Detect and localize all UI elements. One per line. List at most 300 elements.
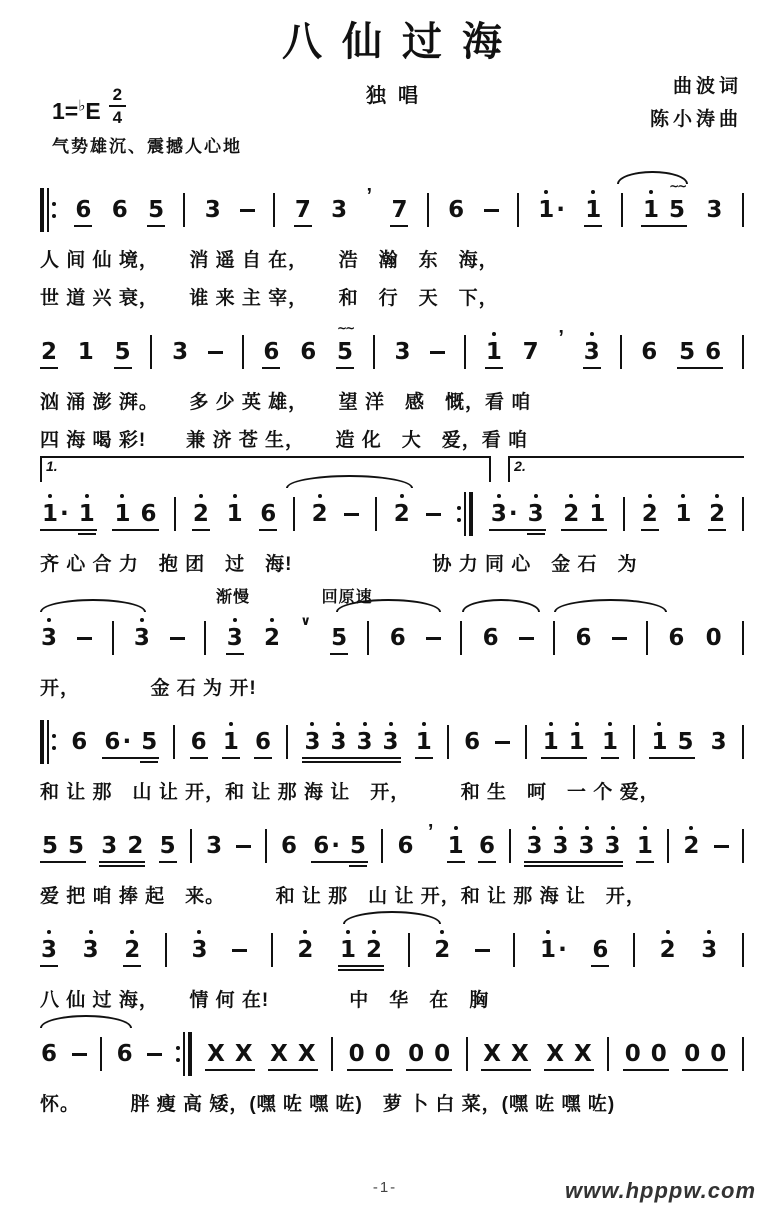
note-3: 3 — [394, 338, 411, 365]
key-prefix: 1= — [52, 98, 79, 124]
octave-dot — [666, 930, 670, 934]
note-6: 6 — [389, 624, 406, 651]
breath-mark: ’ — [427, 820, 434, 843]
note-6: 6 — [668, 624, 685, 651]
rhythm-x-note: X — [234, 1040, 253, 1067]
note-3: 3 — [40, 627, 58, 650]
note-3: 3 · — [490, 503, 519, 526]
note-5: 5 — [349, 835, 367, 858]
note-3: 3 — [40, 939, 58, 962]
note-1: 1 — [601, 731, 619, 754]
dash-extension — [612, 637, 627, 640]
note-5: 5 — [677, 728, 694, 755]
barline — [623, 497, 625, 531]
staff-line — [40, 718, 744, 766]
repeat-start-barline — [40, 188, 56, 232]
lyric-line: 汹 涌 澎 湃。 多 少 英 雄， 望 洋 感 慨，看 咱 — [40, 392, 532, 413]
octave-dot — [48, 494, 52, 498]
note-2: 2 — [641, 503, 659, 526]
lyric-line: 齐 心 合 力 抱 团 过 海! 协 力 同 心 金 石 为 — [40, 554, 638, 575]
note-5: 5 — [679, 338, 696, 365]
note-3: 3 — [382, 731, 400, 754]
barline — [286, 725, 288, 759]
barline — [331, 1037, 333, 1071]
expression-marking: 气势雄沉、震撼人心地 — [52, 137, 242, 156]
barline — [447, 725, 449, 759]
duration-underline — [541, 757, 587, 759]
duration-underline — [601, 757, 619, 759]
note-3: 3 — [206, 832, 223, 859]
song-title: 八仙过海 — [282, 20, 522, 64]
note-1: 1 — [485, 341, 503, 364]
duration-underline — [268, 1069, 317, 1071]
duration-underline — [74, 225, 92, 227]
repeat-end-barline — [176, 1032, 192, 1076]
duration-underline — [561, 529, 607, 531]
note-3: 3 — [133, 627, 151, 650]
rest-note: 0 — [650, 1040, 667, 1067]
note-1: 1 — [584, 199, 602, 222]
octave-dot — [389, 722, 393, 726]
octave-dot — [611, 826, 615, 830]
barline — [183, 193, 185, 227]
barline — [513, 933, 515, 967]
lyrics-block — [40, 881, 744, 908]
note-3: 3 — [552, 835, 570, 858]
duration-underline — [584, 225, 602, 227]
octave-dot — [492, 332, 496, 336]
note-3: 3 — [101, 832, 118, 859]
duration-underline — [302, 761, 400, 763]
mordent-ornament: ∼∼ — [668, 178, 686, 193]
barline — [112, 621, 114, 655]
octave-dot — [270, 618, 274, 622]
note-6: 6 — [478, 835, 496, 858]
dash-extension — [344, 513, 359, 516]
lyric-line: 八 仙 过 海， 情 何 在! 中 华 在 胸 — [40, 990, 490, 1011]
score-footer — [0, 1172, 770, 1204]
note-1: 1 · — [537, 199, 566, 222]
note-5: 5 — [147, 199, 165, 222]
note-6: 6 — [280, 832, 297, 859]
key-signature — [52, 86, 126, 126]
beamed-note-group — [338, 936, 384, 963]
watermark-url: www.hpppw.com — [564, 1178, 756, 1203]
dash-extension — [519, 637, 534, 640]
rest-note: 0 — [705, 624, 722, 651]
lyrics-block — [40, 387, 744, 452]
lyricist-credit: 曲波词 — [672, 76, 742, 97]
barline — [517, 193, 519, 227]
octave-dot — [310, 722, 314, 726]
slur-arc — [343, 911, 442, 924]
barline — [204, 621, 206, 655]
note-6: 6 — [116, 1040, 133, 1067]
octave-dot — [440, 930, 444, 934]
notes-row — [40, 926, 744, 974]
beamed-note-group — [561, 500, 607, 527]
meter-numerator: 2 — [109, 86, 126, 107]
tempo-annotation: 渐慢 — [216, 589, 251, 606]
beamed-note-group — [112, 500, 158, 527]
note-3: 3 — [525, 835, 543, 858]
octave-dot — [715, 494, 719, 498]
volta-label: 2. — [514, 458, 526, 474]
octave-dot — [549, 722, 553, 726]
note-3: 3 — [331, 196, 348, 223]
lyric-line: 和 让 那 山 让 开，和 让 那 海 让 开， 和 生 呵 一 个 爱， — [40, 782, 660, 803]
octave-dot — [595, 494, 599, 498]
barline — [150, 335, 152, 369]
note-6: 6 — [262, 341, 280, 364]
duration-underline — [682, 1069, 728, 1071]
note-2: 2 — [682, 835, 700, 858]
octave-dot — [546, 930, 550, 934]
note-5: 5 ∼∼ — [336, 341, 354, 364]
duration-underline — [641, 225, 687, 227]
duration-underline — [708, 529, 726, 531]
barline — [509, 829, 511, 863]
slur-arc — [462, 599, 539, 612]
beamed-note-group — [544, 1040, 593, 1067]
octave-dot — [707, 930, 711, 934]
rest-note: 0 — [408, 1040, 425, 1067]
note-2: 2 — [393, 503, 411, 526]
rhythm-x-note: X — [546, 1040, 564, 1067]
note-7: 7 — [390, 199, 408, 222]
note-1: 1 · — [41, 503, 70, 526]
note-3: 3 — [190, 939, 208, 962]
note-7: 7 — [294, 199, 312, 222]
octave-dot — [199, 494, 203, 498]
note-6: 6 — [641, 338, 658, 365]
barline — [173, 725, 175, 759]
duration-underline — [591, 965, 609, 967]
meter-denominator: 4 — [112, 108, 123, 127]
barline — [367, 621, 369, 655]
barline — [742, 497, 744, 531]
note-1: 1 · — [539, 939, 568, 962]
dash-extension — [208, 351, 223, 354]
staff-line — [40, 178, 744, 234]
duration-underline — [406, 1069, 452, 1071]
rhythm-x-note: X — [207, 1040, 225, 1067]
duration-underline — [349, 865, 367, 867]
dash-extension — [170, 637, 185, 640]
note-5: 5 ∼∼ — [668, 178, 686, 223]
note-5: 5 — [42, 832, 59, 859]
barline — [273, 193, 275, 227]
duration-underline — [190, 757, 208, 759]
note-1: 1 — [568, 731, 586, 754]
music-system-5 — [40, 718, 744, 804]
barline — [742, 621, 744, 655]
dash-extension — [147, 1053, 162, 1056]
staff-line — [40, 822, 744, 870]
note-2: 2 — [40, 341, 58, 364]
duration-underline — [40, 861, 86, 863]
barline — [742, 335, 744, 369]
slur-arc — [554, 599, 667, 612]
note-1: 1 — [642, 199, 660, 222]
duration-underline — [677, 367, 723, 369]
duration-underline — [294, 225, 312, 227]
duration-underline — [489, 529, 546, 531]
note-1: 1 — [339, 939, 357, 962]
credits — [650, 70, 742, 136]
barline — [174, 497, 176, 531]
beamed-note-group — [489, 500, 546, 527]
note-6: 6 — [591, 939, 609, 962]
beamed-note-group — [347, 1040, 393, 1067]
barline — [742, 1037, 744, 1071]
note-3: 3 — [356, 731, 374, 754]
breath-mark: ’ — [558, 326, 564, 349]
notes-row — [40, 718, 744, 766]
beamed-note-group — [40, 832, 86, 859]
duration-underline — [40, 367, 58, 369]
octave-dot — [590, 332, 594, 336]
duration-underline — [140, 761, 158, 763]
duration-underline — [205, 1069, 254, 1071]
breath-mark: ’ — [366, 184, 373, 207]
barline — [646, 621, 648, 655]
notes-row — [40, 1030, 744, 1078]
augmentation-dot: · — [122, 728, 132, 755]
dash-extension — [714, 845, 729, 848]
octave-dot — [689, 826, 693, 830]
duration-underline — [192, 529, 210, 531]
augmentation-dot: · — [556, 196, 565, 223]
duration-underline — [99, 865, 145, 867]
staff-line — [40, 320, 744, 376]
music-system-7 — [40, 926, 744, 1012]
note-6: 6 — [254, 731, 272, 754]
octave-dot — [591, 190, 595, 194]
page-number: -1- — [372, 1179, 398, 1196]
octave-dot — [559, 826, 563, 830]
dash-extension — [72, 1053, 87, 1056]
octave-dot — [318, 494, 322, 498]
octave-dot — [544, 190, 548, 194]
duration-underline — [99, 861, 145, 863]
dash-extension — [495, 741, 510, 744]
octave-dot — [130, 930, 134, 934]
staff-line — [40, 1030, 744, 1078]
notes-row — [40, 490, 744, 538]
note-6: 6 — [190, 731, 208, 754]
duration-underline — [481, 1069, 530, 1071]
duration-underline — [112, 529, 158, 531]
note-6: 6 · — [313, 832, 340, 859]
note-2: 2 — [127, 832, 144, 859]
note-6: 6 — [259, 503, 277, 526]
barline — [742, 933, 744, 967]
notes-row — [40, 178, 744, 234]
duration-underline — [330, 653, 348, 655]
duration-underline — [338, 965, 384, 967]
barline — [427, 193, 429, 227]
duration-underline — [415, 757, 433, 759]
duration-underline — [347, 1069, 393, 1071]
beamed-note-group — [102, 728, 159, 755]
dash-extension — [236, 845, 251, 848]
lyric-line: 爱 把 咱 捧 起 来。 和 让 那 山 让 开，和 让 那 海 让 开， — [40, 886, 646, 907]
music-system-6 — [40, 822, 744, 908]
beamed-note-group — [682, 1040, 728, 1067]
note-3: 3 — [604, 835, 622, 858]
repeat-end-barline — [457, 492, 473, 536]
barline — [667, 829, 669, 863]
mordent-ornament: ∼∼ — [336, 320, 354, 335]
rhythm-x-note: X — [510, 1040, 529, 1067]
note-2: 2 — [296, 939, 314, 962]
rest-note: 0 — [624, 1040, 641, 1067]
beamed-note-group — [99, 832, 145, 859]
octave-dot — [233, 494, 237, 498]
beamed-note-group — [623, 1040, 669, 1067]
lyric-line: 人 间 仙 境， 消 遥 自 在， 浩 瀚 东 海， — [40, 250, 499, 271]
note-1: 1 — [415, 731, 433, 754]
note-3: 3 — [700, 939, 718, 962]
note-6: 6 · — [104, 728, 132, 755]
duration-underline — [338, 969, 384, 971]
note-2: 2 — [708, 503, 726, 526]
note-3: 3 — [204, 196, 221, 223]
note-5: 5 — [68, 832, 85, 859]
lyric-line: 开， 金 石 为 开! — [40, 678, 257, 699]
rest-note: 0 — [374, 1040, 391, 1067]
octave-dot — [47, 618, 51, 622]
beamed-note-group — [524, 832, 622, 859]
barline — [271, 933, 273, 967]
score-body — [40, 178, 744, 1116]
beamed-note-group — [541, 728, 587, 755]
note-2: 2 — [192, 503, 210, 526]
barline — [742, 725, 744, 759]
rhythm-x-note: X — [270, 1040, 288, 1067]
barline — [620, 335, 622, 369]
duration-underline — [478, 861, 496, 863]
composer-credit: 陈小涛曲 — [649, 109, 742, 130]
note-1: 1 — [636, 835, 654, 858]
octave-dot — [608, 722, 612, 726]
note-6: 6 — [397, 832, 414, 859]
beamed-note-group — [311, 832, 368, 859]
duration-underline — [40, 965, 58, 967]
duration-underline — [544, 1069, 593, 1071]
note-6: 6 — [41, 1040, 58, 1067]
rhythm-x-note: X — [297, 1040, 316, 1067]
octave-dot — [422, 722, 426, 726]
octave-dot — [497, 494, 501, 498]
note-6: 6 — [74, 199, 92, 222]
octave-dot — [534, 494, 538, 498]
duration-underline — [262, 367, 280, 369]
beamed-note-group — [481, 1040, 530, 1067]
octave-dot — [569, 494, 573, 498]
note-3: 3 — [172, 338, 189, 365]
octave-dot — [372, 930, 376, 934]
lyrics-block — [40, 777, 744, 804]
music-system-1 — [40, 178, 744, 310]
volta-bracket — [40, 456, 491, 482]
barline — [525, 725, 527, 759]
lyrics-block — [40, 1089, 744, 1116]
dash-extension — [475, 949, 490, 952]
note-2: 2 — [659, 939, 677, 962]
barline — [381, 829, 383, 863]
beamed-note-group — [205, 1040, 254, 1067]
dash-extension — [77, 637, 92, 640]
dash-extension — [426, 637, 441, 640]
note-1: 1 — [674, 503, 692, 526]
note-2: 2 — [311, 503, 329, 526]
note-1: 1 — [222, 731, 240, 754]
beamed-note-group — [406, 1040, 452, 1067]
performance-type: 独唱 — [366, 85, 430, 107]
lyric-line: 四 海 喝 彩! 兼 济 苍 生， 造 化 大 爱，看 咱 — [40, 430, 529, 451]
barline — [293, 497, 295, 531]
duration-underline — [583, 367, 601, 369]
duration-underline — [222, 757, 240, 759]
augmentation-dot: · — [558, 936, 567, 963]
duration-underline — [390, 225, 408, 227]
duration-underline — [123, 965, 141, 967]
duration-underline — [259, 529, 277, 531]
note-6: 6 — [705, 338, 722, 365]
octave-dot — [400, 494, 404, 498]
slur-arc — [40, 1015, 132, 1028]
duration-underline — [302, 757, 400, 759]
beamed-note-group — [641, 178, 687, 223]
barline — [165, 933, 167, 967]
beamed-note-group — [677, 338, 723, 365]
duration-underline — [524, 861, 622, 863]
note-3: 3 — [303, 731, 321, 754]
octave-dot — [648, 494, 652, 498]
rest-note: 0 — [348, 1040, 365, 1067]
duration-underline — [485, 367, 503, 369]
note-6: 6 — [482, 624, 499, 651]
barline — [464, 335, 466, 369]
note-3: 3 — [583, 341, 601, 364]
note-2: 2 — [562, 503, 580, 526]
octave-dot — [649, 190, 653, 194]
duration-underline — [147, 225, 165, 227]
duration-underline — [40, 529, 97, 531]
beamed-note-group — [649, 728, 695, 755]
rhythm-x-note: X — [483, 1040, 501, 1067]
augmentation-dot: · — [331, 832, 340, 859]
note-1: 1 — [226, 503, 244, 526]
duration-underline — [524, 865, 622, 867]
tempo-annotation: 回原速 — [321, 589, 373, 606]
note-3: 3 — [710, 728, 727, 755]
rest-note: 0 — [434, 1040, 451, 1067]
staff-line — [40, 926, 744, 974]
key-letter: E — [85, 98, 101, 124]
duration-underline — [641, 529, 659, 531]
beamed-note-group — [302, 728, 400, 755]
octave-dot — [346, 930, 350, 934]
music-system-8 — [40, 1030, 744, 1116]
barline — [373, 335, 375, 369]
augmentation-dot: · — [60, 500, 69, 527]
note-1: 1 — [78, 503, 96, 526]
note-1: 1 — [447, 835, 465, 858]
octave-dot — [197, 930, 201, 934]
